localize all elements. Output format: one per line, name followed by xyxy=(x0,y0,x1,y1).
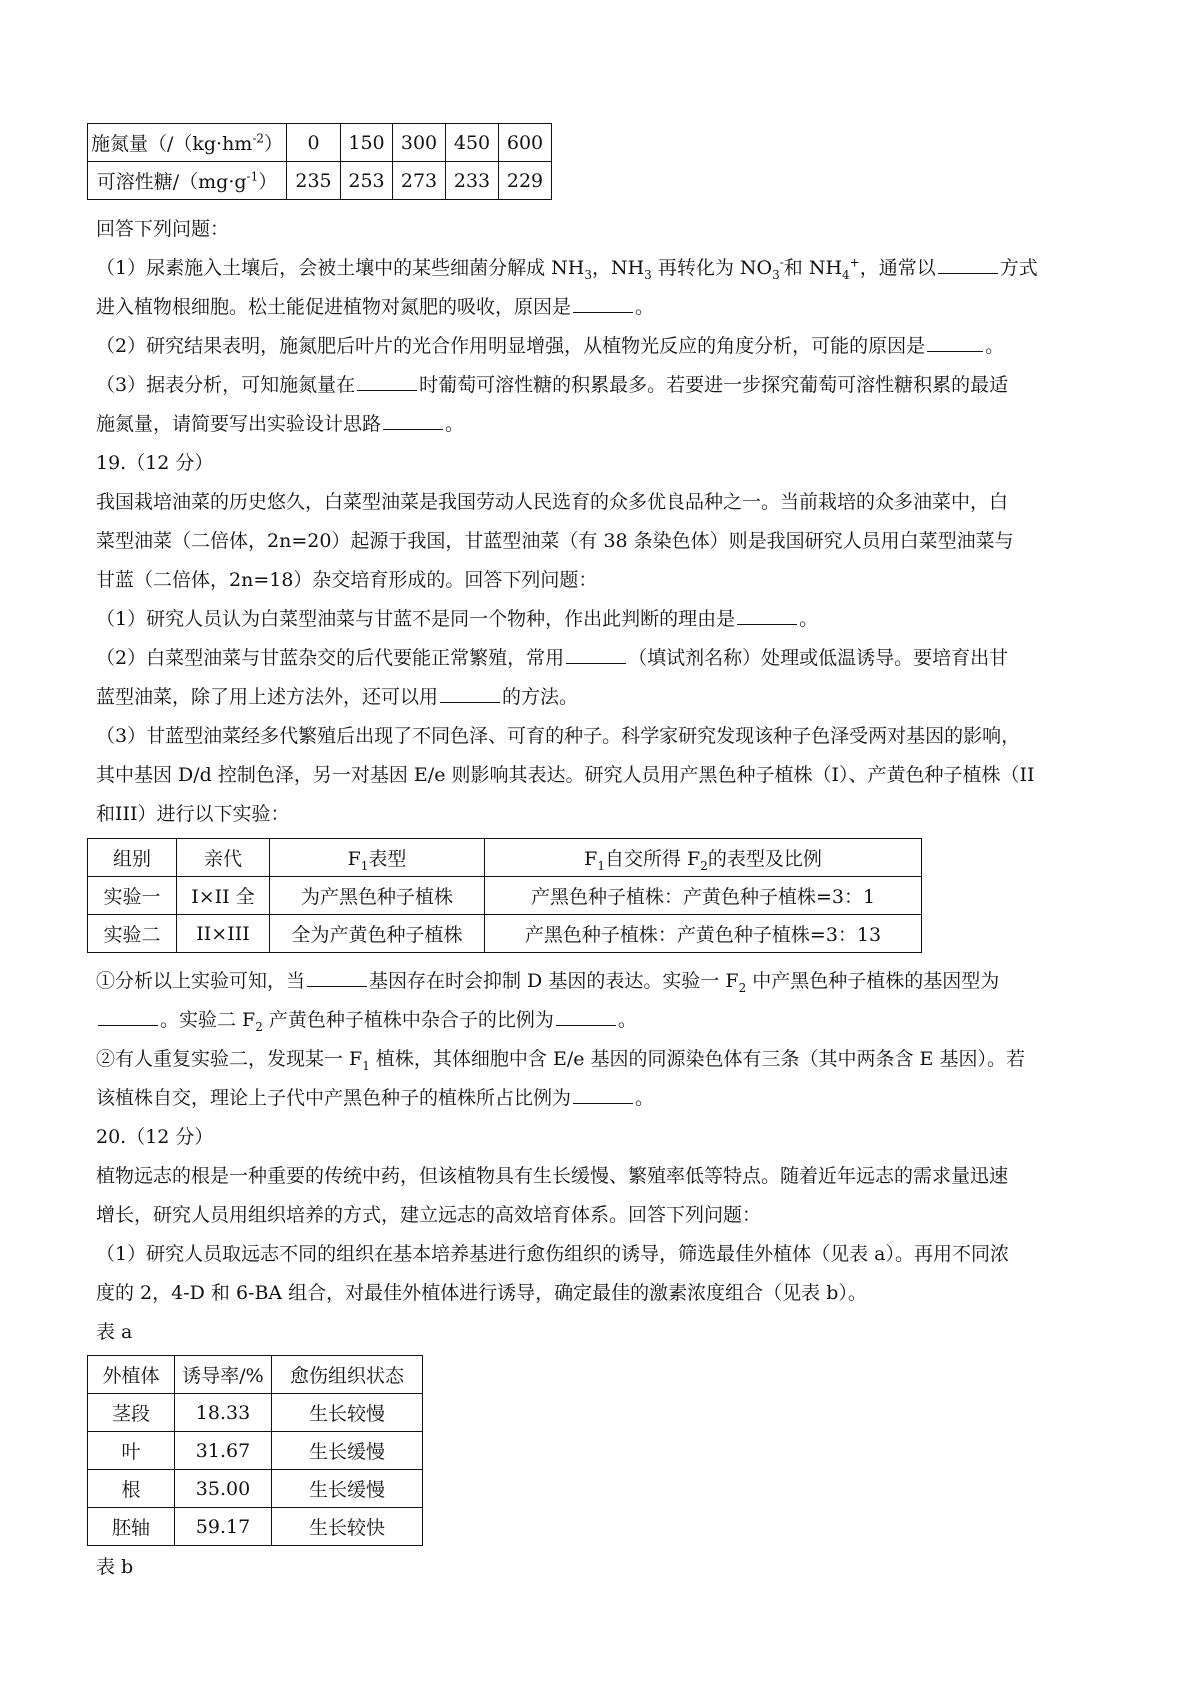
table-cell: 茎段 xyxy=(88,1394,175,1432)
table-header-row xyxy=(88,1356,423,1394)
q18-part1-line2: 进入植物根细胞。松土能促进植物对氮肥的吸收，原因是 。 xyxy=(96,288,1114,326)
q18-part3-line2: 施氮量，请简要写出实验设计思路 。 xyxy=(96,405,1114,443)
q19-part3-line2: 其中基因 D/d 控制色泽，另一对基因 E/e 则影响其表达。研究人员用产黑色种子植株（I）、产黄色种子植株（II xyxy=(96,764,1035,786)
q20-intro-line2: 增长，研究人员用组织培养的方式，建立远志的高效培育体系。回答下列问题： xyxy=(96,1204,762,1226)
table-header-cell: 愈伤组织状态 xyxy=(272,1356,423,1394)
table-cell: 根 xyxy=(88,1470,175,1508)
q19-part3-line1: （3）甘蓝型油菜经多代繁殖后出现了不同色泽、可育的种子。科学家研究发现该种子色泽受两对基因的影响， xyxy=(96,725,1021,747)
table-cell: 253 xyxy=(341,162,393,200)
answer-blank[interactable] xyxy=(566,643,626,664)
q18-part3-line1: （3）据表分析，可知施氮量在 时葡萄可溶性糖的积累最多。若要进一步探究葡萄可溶性糖积累的最适 xyxy=(96,366,1114,404)
table-row xyxy=(88,162,552,200)
table-row xyxy=(88,124,552,162)
table-row xyxy=(88,1508,423,1546)
table-cell: 胚轴 xyxy=(88,1508,175,1546)
q20-part1-line1: （1）研究人员取远志不同的组织在基本培养基进行愈伤组织的诱导，筛选最佳外植体（见表 a）。再用不同浓 xyxy=(96,1243,1009,1265)
answer-blank[interactable] xyxy=(556,1005,616,1026)
q19-sub2-line1: ②有人重复实验二，发现某一 $F_1$ 植株，其体细胞中含 E/e 基因的同源染色体有三条（其中两条含 E 基因）。若 xyxy=(96,1048,1025,1073)
q19-intro-line3: 甘蓝（二倍体，2n=18）杂交培育形成的。回答下列问题： xyxy=(96,569,598,591)
answer-blank[interactable] xyxy=(737,604,797,625)
table-cell: 施氮量（$/(kg\cdot hm^{-2})$ xyxy=(88,124,287,162)
table-cell: 全为产黄色种子植株 xyxy=(270,915,485,953)
table-cell: 273 xyxy=(393,162,446,200)
table-cell: 450 xyxy=(446,124,499,162)
table-cell: 生长较慢 xyxy=(272,1394,423,1432)
table-cell: 0 xyxy=(287,124,341,162)
table-cell: 31.67 xyxy=(175,1432,272,1470)
q19-sub1-line1: ①分析以上实验可知，当 基因存在时会抑制 D 基因的表达。实验一 $F_2$ 中产黑色种子植株的基因型为 xyxy=(96,962,1114,1000)
table-a-label: 表 a xyxy=(96,1321,133,1343)
answer-blank[interactable] xyxy=(357,370,417,391)
table-row xyxy=(88,1470,423,1508)
q19-sub2-line2: 该植株自交，理论上子代中产黑色种子的植株所占比例为 。 xyxy=(96,1079,1114,1117)
table-row xyxy=(88,915,922,953)
table-cell: 可溶性糖$/(mg\cdot g^{-1})$ xyxy=(88,162,287,200)
table-cell: 实验一 xyxy=(88,877,177,915)
answer-blank[interactable] xyxy=(440,682,500,703)
table-header-cell: 诱导率/% xyxy=(175,1356,272,1394)
table-header-row xyxy=(88,839,922,877)
q19-sub1-line2: 。实验二 $F_2$ 产黄色种子植株中杂合子的比例为 。 xyxy=(96,1001,1114,1039)
explant-table xyxy=(87,1355,423,1546)
answer-blank[interactable] xyxy=(927,331,983,352)
table-cell: 18.33 xyxy=(175,1394,272,1432)
table-cell: 叶 xyxy=(88,1432,175,1470)
table-cell: 产黑色种子植株：产黄色种子植株=3：13 xyxy=(485,915,922,953)
q19-part2-line1: （2）白菜型油菜与甘蓝杂交的后代要能正常繁殖，常用 （填试剂名称）处理或低温诱导。要培育出甘 xyxy=(96,639,1114,677)
table-cell: 233 xyxy=(446,162,499,200)
q19-part3-line3: 和III）进行以下实验： xyxy=(96,803,290,825)
table-cell: 生长较快 xyxy=(272,1508,423,1546)
q19-intro-line1: 我国栽培油菜的历史悠久，白菜型油菜是我国劳动人民选育的众多优良品种之一。当前栽培的众多油菜中，白 xyxy=(96,491,1009,513)
q19-part1: （1）研究人员认为白菜型油菜与甘蓝不是同一个物种，作出此判断的理由是 。 xyxy=(96,600,1114,638)
answer-blank[interactable] xyxy=(307,966,367,987)
answer-blank[interactable] xyxy=(573,292,633,313)
table-cell: 生长缓慢 xyxy=(272,1432,423,1470)
table-header-cell: 亲代 xyxy=(177,839,270,877)
genetics-experiment-table xyxy=(87,838,922,953)
q19-part2-line2: 蓝型油菜，除了用上述方法外，还可以用 的方法。 xyxy=(96,678,1114,716)
table-row xyxy=(88,1432,423,1470)
table-b-label: 表 b xyxy=(96,1556,134,1578)
table-cell: 150 xyxy=(341,124,393,162)
table-cell: 59.17 xyxy=(175,1508,272,1546)
table-header-cell: $F_1$自交所得 $F_2$的表型及比例 xyxy=(485,839,922,877)
table-header-cell: 外植体 xyxy=(88,1356,175,1394)
answer-blank[interactable] xyxy=(573,1083,633,1104)
table-cell: 为产黑色种子植株 xyxy=(270,877,485,915)
table-cell: 实验二 xyxy=(88,915,177,953)
q20-part1-line2: 度的 2，4-D 和 6-BA 组合，对最佳外植体进行诱导，确定最佳的激素浓度组合（见表 b）。 xyxy=(96,1282,867,1304)
answer-blank[interactable] xyxy=(938,253,998,274)
table-cell: 229 xyxy=(499,162,552,200)
q19-heading: 19.（12 分） xyxy=(96,452,214,474)
q20-heading: 20.（12 分） xyxy=(96,1126,214,1148)
q18-part2: （2）研究结果表明，施氮肥后叶片的光合作用明显增强，从植物光反应的角度分析，可能的原因是 。 xyxy=(96,327,1114,365)
table-cell: 600 xyxy=(499,124,552,162)
table-cell: 300 xyxy=(393,124,446,162)
table-cell: 35.00 xyxy=(175,1470,272,1508)
answer-blank[interactable] xyxy=(98,1005,158,1026)
table-cell: 235 xyxy=(287,162,341,200)
answer-blank[interactable] xyxy=(383,409,443,430)
q18-intro: 回答下列问题： xyxy=(96,218,230,240)
q20-intro-line1: 植物远志的根是一种重要的传统中药，但该植物具有生长缓慢、繁殖率低等特点。随着近年远志的需求量迅速 xyxy=(96,1165,1009,1187)
q19-intro-line2: 菜型油菜（二倍体，2n=20）起源于我国，甘蓝型油菜（有 38 条染色体）则是我国研究人员用白菜型油菜与 xyxy=(96,530,1014,552)
table-header-cell: $F_1$表型 xyxy=(270,839,485,877)
table-row xyxy=(88,877,922,915)
table-cell: 生长缓慢 xyxy=(272,1470,423,1508)
table-row xyxy=(88,1394,423,1432)
table-header-cell: 组别 xyxy=(88,839,177,877)
nitrogen-sugar-table xyxy=(87,123,552,200)
table-cell: II×III xyxy=(177,915,270,953)
table-cell: 产黑色种子植株：产黄色种子植株=3：1 xyxy=(485,877,922,915)
q18-part1-line1: （1）尿素施入土壤后，会被土壤中的某些细菌分解成 $NH_3$，$NH_3$ 再转化为 $NO_3^-$和 $NH_4^+$，通常以 方式 xyxy=(96,249,1114,287)
table-cell: I×II 全 xyxy=(177,877,270,915)
